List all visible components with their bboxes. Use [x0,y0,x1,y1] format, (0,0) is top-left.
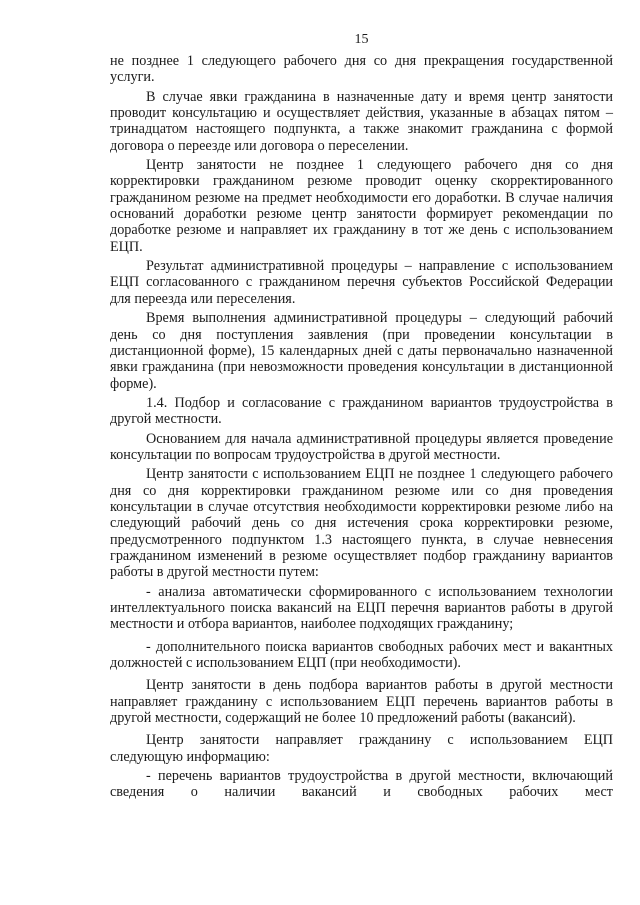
paragraph-info-sent: Центр занятости направляет гражданину с использованием ЕЦП следующую информацию: [110,732,613,765]
paragraph-continuation: не позднее 1 следующего рабочего дня со дня прекращения государственной услуги. [110,53,613,86]
paragraph-resume-evaluation: Центр занятости не позднее 1 следующего рабочего дня со дня корректировки гражданином резюме проводит оценку скорректированного гражданином резюме на предмет необходимости его доработки. В случае наличия оснований доработки резюме центр занятости формирует рекомендации по доработке резюме и направляет их гражданину в тот же день с использованием ЕЦП. [110,157,613,255]
section-heading-1-4: 1.4. Подбор и согласование с гражданином вариантов трудоустройства в другой местности. [110,394,613,428]
paragraph-job-selection: Центр занятости с использованием ЕЦП не позднее 1 следующего рабочего дня со дня корректировки гражданином резюме или со дня проведения консультации в случае отсутствия необходимости корректировки резюме либо на следующий рабочий день со дня истечения срока корректировки резюме, предусмотренного подпунктом 1.3 настоящего пункта, в случае невнесения гражданином изменений в резюме осуществляет подбор гражданину вариантов работы в другой местности путем: [110,466,613,581]
document-body [110,53,613,801]
list-item-analysis: - анализа автоматически сформированного с использованием технологии интеллектуального поиска вакансий на ЕЦП перечня вариантов работы в другой местности и отбора вариантов, наиболее подходящих гражданину; [110,583,613,633]
paragraph-vacancy-list: Центр занятости в день подбора вариантов работы в другой местности направляет гражданину с использованием ЕЦП перечень вариантов работы в другой местности, содержащий не более 10 предложений работы (вакансий). [110,677,613,727]
paragraph-consultation: В случае явки гражданина в назначенные дату и время центр занятости проводит консультацию и осуществляет действия, указанные в абзацах пятом – тринадцатом настоящего подпункта, а также знакомит гражданина с формой договора о переезде или договора о переселении. [110,88,613,154]
paragraph-procedure-time: Время выполнения административной процедуры – следующий рабочий день со дня поступления заявления (при проведении консультации в дистанционной форме), 15 календарных дней с даты первоначально назначенной явки гражданина (при невозможности проведения консультации в дистанционной форме). [110,310,613,392]
list-item-additional-search: - дополнительного поиска вариантов свободных рабочих мест и вакантных должностей с использованием ЕЦП (при необходимости). [110,638,613,672]
paragraph-procedure-basis: Основанием для начала административной процедуры является проведение консультации по вопросам трудоустройства в другой местности. [110,430,613,463]
paragraph-procedure-result: Результат административной процедуры – направление с использованием ЕЦП согласованного с гражданином перечня субъектов Российской Федерации для переезда или переселения. [110,258,613,307]
page-number: 15 [354,32,369,47]
list-item-employment-options: - перечень вариантов трудоустройства в другой местности, включающий сведения о наличии вакансий и свободных рабочих мест [110,768,613,801]
